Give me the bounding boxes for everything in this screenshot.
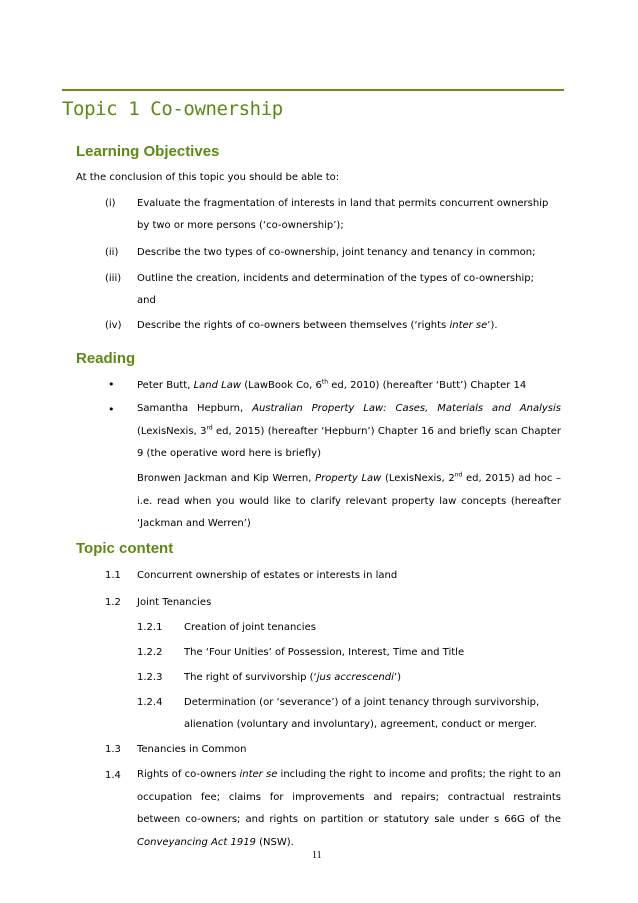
- subsection-text: Determination (or ‘severance’) of a joint tenancy through survivorship,: [184, 697, 540, 708]
- objective-number: (i): [105, 198, 116, 209]
- objective-number: (iii): [105, 273, 122, 284]
- objective-number: (iv): [105, 320, 122, 331]
- objective-text: and: [137, 295, 156, 306]
- objective-number: (ii): [105, 247, 119, 258]
- section-text: Tenancies in Common: [137, 744, 247, 755]
- learning-objectives-heading: Learning Objectives: [76, 143, 220, 160]
- section-number: 1.2: [105, 597, 121, 608]
- reading-item: Samantha Hepburn, Australian Property Law: Cases, Materials and Analysis (LexisNexis, 3rd ed, 2015) (hereafter ‘Hepburn’) Chapter 16 and briefly scan Chapter 9 (the operative word here is briefly): [137, 403, 561, 459]
- subsection-text: Creation of joint tenancies: [184, 622, 316, 633]
- subsection-text: alienation (voluntary and involuntary), agreement, conduct or merger.: [184, 719, 537, 730]
- subsection-text: The right of survivorship (‘jus accrescendi’): [184, 672, 402, 683]
- header-rule: [62, 89, 564, 91]
- objective-text: by two or more persons (‘co-ownership’);: [137, 220, 344, 231]
- objective-text: Evaluate the fragmentation of interests in land that permits concurrent ownership: [137, 198, 549, 209]
- section-text: Concurrent ownership of estates or interests in land: [137, 570, 398, 581]
- page-number: 11: [312, 850, 322, 861]
- section-text: Rights of co-owners inter se including the right to income and profits; the right to an occupation fee; claims for improvements and repairs; contractual restraints between co-owners; and rights on partition or statutory sale under s 66G of the Conveyancing Act 1919 (NSW).: [137, 769, 562, 848]
- subsection-text: The ‘Four Unities’ of Possession, Interest, Time and Title: [184, 647, 465, 658]
- page-title: Topic 1 Co-ownership: [62, 98, 283, 120]
- objective-text: Describe the two types of co-ownership, joint tenancy and tenancy in common;: [137, 247, 536, 258]
- topic-content-heading: Topic content: [76, 540, 174, 557]
- objectives-intro: At the conclusion of this topic you should be able to:: [76, 172, 340, 183]
- reading-item: Peter Butt, Land Law (LawBook Co, 6th ed, 2010) (hereafter ‘Butt’) Chapter 14: [137, 378, 527, 391]
- bullet: •: [108, 403, 115, 416]
- objective-text: Describe the rights of co-owners between themselves (‘rights inter se’).: [137, 320, 498, 331]
- section-number: 1.3: [105, 744, 121, 755]
- subsection-number: 1.2.3: [137, 672, 163, 683]
- section-number: 1.4: [105, 770, 121, 781]
- subsection-number: 1.2.2: [137, 647, 163, 658]
- reading-heading: Reading: [76, 350, 136, 367]
- objective-text: Outline the creation, incidents and determination of the types of co-ownership;: [137, 273, 534, 284]
- bullet: •: [108, 378, 115, 391]
- reading-item: Bronwen Jackman and Kip Werren, Property Law (LexisNexis, 2nd ed, 2015) ad hoc – i.e. read when you would like to clarify relevant property law concepts (hereafter ‘Jackman and Werren’): [137, 471, 561, 529]
- subsection-number: 1.2.4: [137, 697, 163, 708]
- subsection-number: 1.2.1: [137, 622, 163, 633]
- section-number: 1.1: [105, 570, 121, 581]
- section-text: Joint Tenancies: [137, 597, 212, 608]
